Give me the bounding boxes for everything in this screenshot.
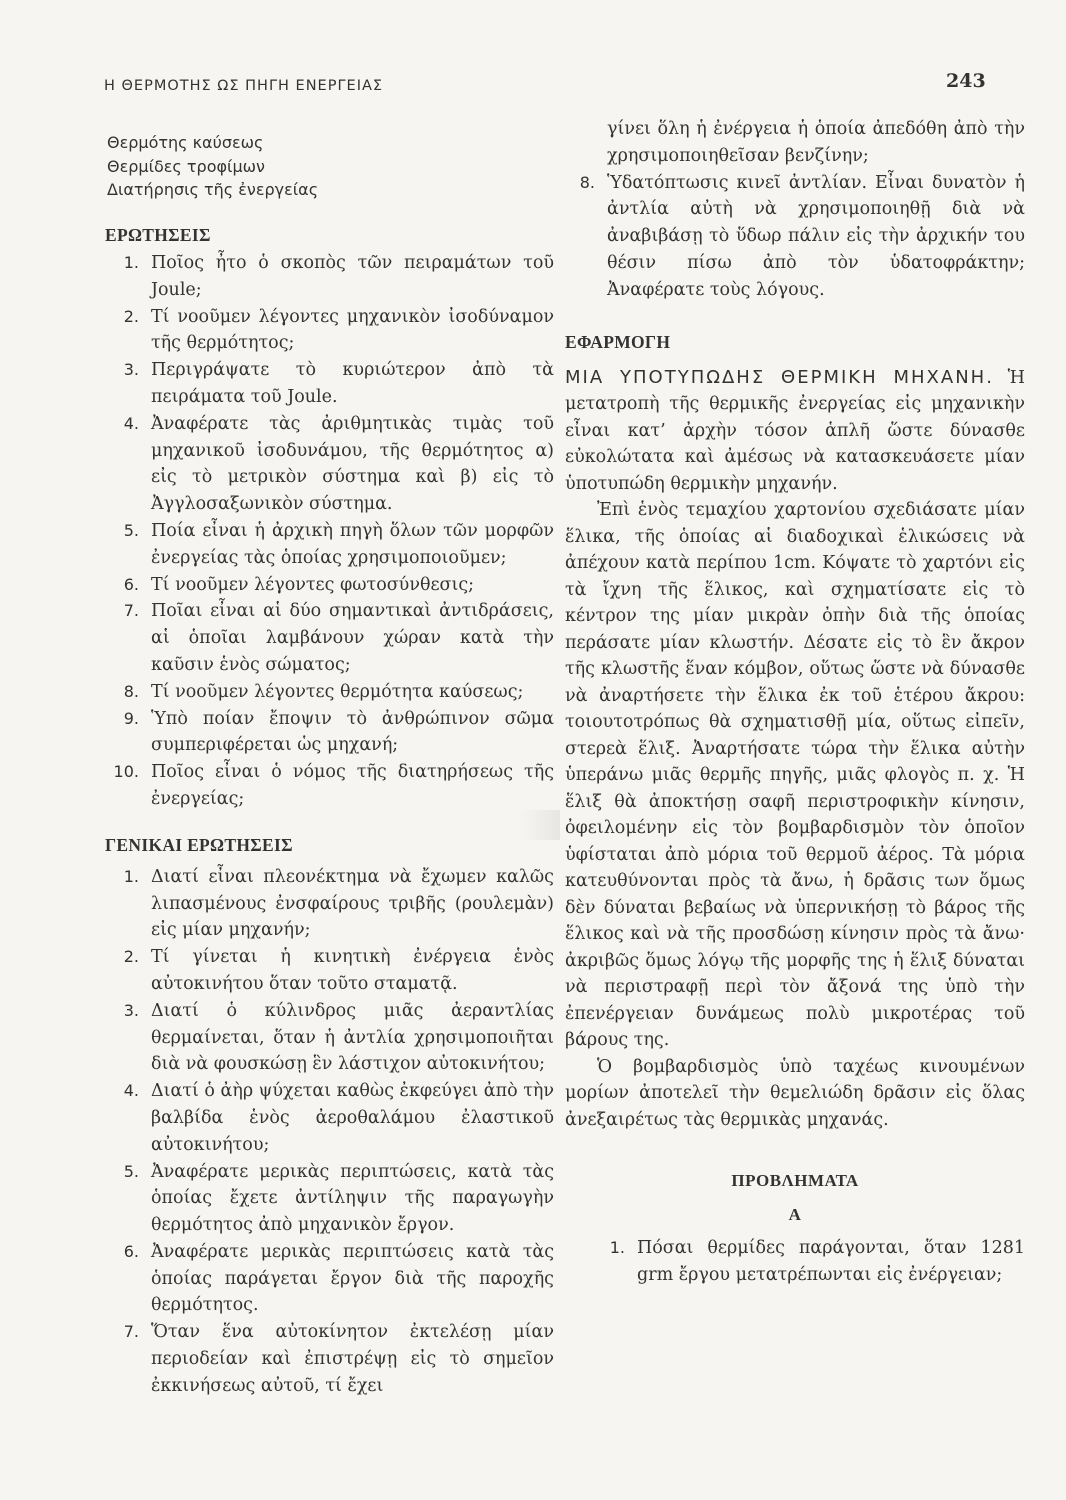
question-number: 5.	[123, 520, 139, 540]
question-item	[105, 357, 560, 411]
question-item	[105, 250, 560, 304]
problem-text: Πόσαι θερμίδες παράγονται, ὅταν 1281 grm ἔργου μετατρέπωνται εἰς ἐνέργειαν;	[637, 1238, 1025, 1285]
question-text: Ἀναφέρατε τὰς ἀριθμητικὰς τιμὰς τοῦ μηχανικοῦ ἰσοδυνάμου, τῆς θερμότητος α) εἰς τὸ μετρικὸν σύστημα καὶ β) εἰς τὸ Ἀγγλοσαξωνικὸν σύστημα.	[151, 413, 554, 515]
question-number: 9.	[123, 708, 139, 728]
application-intro	[565, 365, 1025, 498]
question-item	[105, 706, 560, 760]
question-item	[105, 411, 560, 518]
application-paragraph-2: Ἐπὶ ἑνὸς τεμαχίου χαρτονίου σχεδιάσατε μίαν ἕλικα, τῆς ὁποίας αἱ διαδοχικαὶ ἑλικώσεις νὰ ἀπέχουν κατὰ περίπου 1cm. Κόψατε τὸ χαρτόνι εἰς τὰ ἴχνη τῆς ἕλικος, καὶ σχηματίσατε εἰς τὸ κέντρον της μίαν μικρὰν ὀπὴν διὰ τῆς ὁποίας περάσατε μίαν κλωστήν. Δέσατε εἰς τὸ ἓν ἄκρον τῆς κλωστῆς ἕναν κόμβον, οὕτως ὥστε νὰ δύνασθε νὰ ἀναρτήσετε τὴν ἕλικα ἐκ τοῦ ἑτέρου ἄκρου: τοιουτοτρόπως θὰ σχηματισθῇ μία, οὕτως εἰπεῖν, στερεὰ ἕλιξ. Ἀναρτήσατε τώρα τὴν ἕλικα αὐτὴν ὑπεράνω μιᾶς θερμῆς πηγῆς, μιᾶς φλογὸς π. χ. Ἡ ἕλιξ θὰ ἀποκτήσῃ σαφῆ περιστροφικὴν κίνησιν, ὀφειλομένην εἰς τὸν βομβαρδισμὸν τὸν ὁποῖον ὑφίσταται ἀπὸ μόρια τοῦ θερμοῦ ἀέρος. Τὰ μόρια κατευθύνονται πρὸς τὰ ἄνω, ἡ δρᾶσις των ὅμως δὲν δύναται βεβαίως νὰ ὑπερνικήσῃ τὸ βάρος τῆς ἕλικος καὶ νὰ τῆς προσδώσῃ κίνησιν πρὸς τὰ ἄνω· ἀκριβῶς ὅμως λόγῳ τῆς μορφῆς της ἡ ἕλιξ δύναται νὰ περιστραφῇ περὶ τὸν ἄξονά της ὑπὸ τὴν ἐπενέργειαν δυνάμεως πολὺ μικροτέρας τοῦ βάρους της.	[565, 500, 1025, 1051]
question-text: Ποία εἶναι ἡ ἀρχικὴ πηγὴ ὅλων τῶν μορφῶν ἐνεργείας τὰς ὁποίας χρησιμοποιοῦμεν;	[151, 520, 554, 568]
general-question-item	[105, 864, 560, 944]
application-paragraph-3: Ὁ βομβαρδισμὸς ὑπὸ ταχέως κινουμένων μορίων ἀποτελεῖ τὴν θεμελιώδη δρᾶσιν εἰς ὅλας ἀνεξαιρέτως τὰς θερμικὰς μηχανάς.	[565, 1056, 1025, 1130]
question-text: Τί νοοῦμεν λέγοντες φωτοσύνθεσις;	[151, 574, 475, 595]
application-title: ΜΙΑ ΥΠΟΤΥΠΩΔΗΣ ΘΕΡΜΙΚΗ ΜΗΧΑΝΗ.	[565, 366, 994, 388]
general-question-item	[105, 1319, 560, 1399]
general-question-item	[105, 1159, 560, 1239]
question-text: Τί γίνεται ἡ κινητικὴ ἐνέργεια ἑνὸς αὐτοκινήτου ὅταν τοῦτο σταματᾷ.	[151, 947, 554, 994]
right-column	[565, 116, 1025, 1289]
question-number: 10.	[113, 762, 139, 782]
question-number: 6.	[123, 574, 139, 594]
general-question-item	[105, 1078, 560, 1158]
question-item	[105, 572, 560, 599]
application-heading: ΕΦΑΡΜΟΓΗ	[565, 331, 671, 352]
application-paragraph-1: Ἡ μετατροπὴ τῆς θερμικῆς ἐνεργείας εἰς μηχανικὴν εἶναι κατ’ ἀρχὴν τόσον ἁπλῆ ὥστε δύνασθε εὐκολώτατα καὶ ἀμέσως νὰ κατασκευάσετε μίαν ὑποτυπώδη θερμικὴν μηχανήν.	[565, 367, 1025, 494]
question-number: 7.	[123, 601, 139, 621]
question-number: 8.	[579, 172, 595, 192]
problem-item	[565, 1235, 1025, 1289]
question-text: Διατί εἶναι πλεονέκτημα νὰ ἔχωμεν καλῶς λιπασμένους ἐνσφαίρους τριβῆς (ρουλεμὰν) εἰς μίαν μηχανήν;	[151, 866, 554, 941]
continuation-text: γίνει ὅλη ἡ ἐνέργεια ἡ ὁποία ἀπεδόθη ἀπὸ τὴν χρησιμοποιηθεῖσαν βενζίνην;	[607, 119, 1025, 166]
question-number: 1.	[123, 866, 139, 886]
question-text: Ποῖος εἶναι ὁ νόμος τῆς διατηρήσεως τῆς ἐνεργείας;	[151, 762, 554, 809]
question-text: Τί νοοῦμεν λέγοντες θερμότητα καύσεως;	[151, 681, 524, 702]
question-number: 8.	[123, 681, 139, 701]
running-head: Η ΘΕΡΜΟΤΗΣ ΩΣ ΠΗΓΗ ΕΝΕΡΓΕΙΑΣ	[104, 78, 384, 94]
question-text: Περιγράψατε τὸ κυριώτερον ἀπὸ τὰ πειράματα τοῦ Joule.	[151, 360, 554, 407]
question-text: Ὑπὸ ποίαν ἔποψιν τὸ ἀνθρώπινον σῶμα συμπεριφέρεται ὡς μηχανή;	[151, 708, 554, 756]
question-number: 3.	[123, 1000, 139, 1020]
question-text: Ἀναφέρατε μερικὰς περιπτώσεις, κατὰ τὰς ὁποίας ἔχετε ἀντίληψιν τῆς παραγωγὴν θερμότητος ἀπὸ μηχανικὸν ἔργον.	[151, 1161, 554, 1236]
page-number: 243	[946, 70, 986, 92]
left-column	[105, 225, 560, 1400]
question-text: Ποῖαι εἶναι αἱ δύο σημαντικαὶ ἀντιδράσεις, αἱ ὁποῖαι λαμβάνουν χώραν κατὰ τὴν καῦσιν ἑνὸς σώματος;	[151, 601, 554, 675]
topic-list	[107, 131, 318, 202]
question-text: Ὑδατόπτωσις κινεῖ ἀντλίαν. Εἶναι δυνατὸν ἡ ἀντλία αὐτὴ νὰ χρησιμοποιηθῇ διὰ νὰ ἀναβιβάσῃ τὸ ὕδωρ πάλιν εἰς τὴν ἀρχικήν του θέσιν πίσω ἀπὸ τὸν ὑδατοφράκτην; Ἀναφέρατε τοὺς λόγους.	[607, 172, 1025, 300]
question-item	[105, 759, 560, 813]
general-question-item	[105, 944, 560, 998]
question-number: 3.	[123, 360, 139, 380]
topic-item: Θερμότης καύσεως	[107, 133, 264, 152]
question-number: 6.	[123, 1241, 139, 1261]
question-number: 5.	[123, 1161, 139, 1181]
question-text: Διατί ὁ κύλινδρος μιᾶς ἀεραντλίας θερμαίνεται, ὅταν ἡ ἀντλία χρησιμοποιῆται διὰ νὰ φουσκώσῃ ἓν λάστιχον αὐτοκινήτου;	[151, 1000, 554, 1075]
question-number: 4.	[123, 413, 139, 433]
question-text: Ποῖος ἦτο ὁ σκοπὸς τῶν πειραμάτων τοῦ Joule;	[151, 253, 554, 300]
problems-section-label: Α	[788, 1205, 802, 1225]
question-text: Διατί ὁ ἀὴρ ψύχεται καθὼς ἐκφεύγει ἀπὸ τὴν βαλβίδα ἑνὸς ἀεροθαλάμου ἐλαστικοῦ αὐτοκινήτου;	[151, 1081, 555, 1155]
question-number: 1.	[123, 253, 139, 272]
question-number: 2.	[123, 306, 139, 326]
questions-heading: ΕΡΩΤΗΣΕΙΣ	[105, 225, 211, 245]
question-number: 7.	[123, 1322, 139, 1342]
question-number: 2.	[123, 947, 139, 967]
question-item	[105, 518, 560, 572]
question-text: Ἀναφέρατε μερικὰς περιπτώσεις κατὰ τὰς ὁποίας παράγεται ἔργον διὰ τῆς παροχῆς θερμότητος.	[151, 1241, 554, 1316]
problem-number: 1.	[609, 1238, 625, 1258]
question-number: 4.	[123, 1081, 139, 1101]
general-question-item	[105, 998, 560, 1078]
question-item	[105, 598, 560, 678]
topic-item: Διατήρησις τῆς ἐνεργείας	[107, 180, 319, 199]
question-item	[105, 304, 560, 358]
question-text: Ὅταν ἕνα αὐτοκίνητον ἐκτελέσῃ μίαν περιοδείαν καὶ ἐπιστρέψῃ εἰς τὸ σημεῖον ἐκκινήσεως αὐτοῦ, τί ἔχει	[151, 1322, 554, 1396]
general-question-item	[105, 1239, 560, 1319]
topic-item: Θερμίδες τροφίμων	[107, 156, 265, 176]
problems-heading: ΠΡΟΒΛΗΜΑΤΑ	[731, 1171, 859, 1191]
question-item	[105, 679, 560, 706]
general-questions-heading: ΓΕΝΙΚΑΙ ΕΡΩΤΗΣΕΙΣ	[105, 834, 293, 855]
question-text: Τί νοοῦμεν λέγοντες μηχανικὸν ἰσοδύναμον τῆς θερμότητος;	[151, 306, 554, 354]
general-question-item-8	[565, 170, 1025, 304]
